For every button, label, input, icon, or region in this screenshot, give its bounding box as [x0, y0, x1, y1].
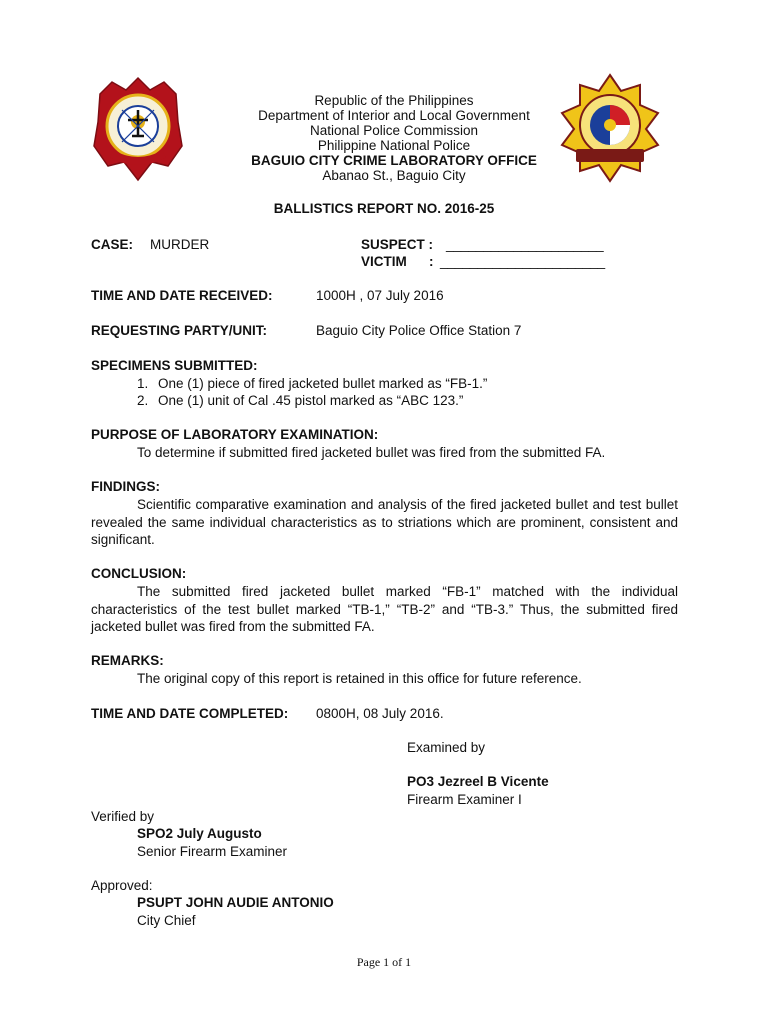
specimen-item-number: 1. — [137, 376, 149, 391]
header-line-republic: Republic of the Philippines — [314, 93, 474, 108]
specimen-item-text: One (1) unit of Cal .45 pistol marked as “ABC 123.” — [158, 393, 464, 408]
letterhead — [200, 93, 588, 183]
header-line-department: Department of Interior and Local Government — [258, 108, 530, 123]
header-line-commission: National Police Commission — [309, 123, 479, 138]
header-office-name: BAGUIO CITY CRIME LABORATORY OFFICE — [251, 153, 537, 168]
header-line-pnp: Philippine National Police — [317, 138, 471, 153]
requesting-value: Baguio City Police Office Station 7 — [316, 323, 522, 338]
case-label: CASE: — [91, 237, 134, 252]
page-number-text: Page 1 of 1 — [356, 955, 412, 969]
purpose-heading: PURPOSE OF LABORATORY EXAMINATION: — [91, 427, 379, 442]
examiner-title: Firearm Examiner I — [407, 792, 522, 807]
remarks-text: The original copy of this report is retained in this office for future reference. — [137, 671, 582, 686]
case-value: MURDER — [150, 237, 210, 252]
received-value: 1000H , 07 July 2016 — [316, 288, 444, 303]
requesting-label: REQUESTING PARTY/UNIT: — [91, 323, 268, 338]
verifier-name: SPO2 July Augusto — [137, 826, 262, 841]
specimen-item-text: One (1) piece of fired jacketed bullet marked as “FB-1.” — [158, 376, 488, 391]
suspect-label: SUSPECT : — [361, 237, 434, 252]
completed-value: 0800H, 08 July 2016. — [316, 706, 444, 721]
approved-label: Approved: — [91, 878, 153, 893]
victim-label: VICTIM — [361, 254, 407, 269]
page-number — [0, 955, 768, 970]
specimens-heading: SPECIMENS SUBMITTED: — [91, 358, 258, 373]
victim-value: ______________________ — [440, 254, 606, 269]
received-label: TIME AND DATE RECEIVED: — [91, 288, 273, 303]
approver-name: PSUPT JOHN AUDIE ANTONIO — [137, 895, 334, 910]
remarks-heading: REMARKS: — [91, 653, 164, 668]
findings-heading: FINDINGS: — [91, 479, 160, 494]
approver-title: City Chief — [137, 913, 196, 928]
completed-label: TIME AND DATE COMPLETED: — [91, 706, 289, 721]
purpose-text: To determine if submitted fired jacketed bullet was fired from the submitted FA. — [137, 445, 606, 460]
conclusion-heading: CONCLUSION: — [91, 566, 187, 581]
suspect-value: _____________________ — [446, 237, 604, 252]
victim-colon: : — [429, 254, 434, 269]
header-address: Abanao St., Baguio City — [322, 168, 466, 183]
examiner-name: PO3 Jezreel B Vicente — [407, 774, 549, 789]
findings-text: Scientific comparative examination and analysis of the fired jacketed bullet and test bullet revealed the same individual characteristics as to striations which are prominent, consistent and significant. — [91, 497, 678, 547]
pnp-seal-logo — [92, 76, 184, 182]
specimen-item-number: 2. — [137, 393, 149, 408]
conclusion-text: The submitted fired jacketed bullet marked “FB-1” matched with the individual characteristics of the test bullet marked “TB-1,” “TB-2” and “TB-3.” Thus, the submitted fired jacketed bullet was fired from the submitted FA. — [91, 584, 678, 634]
verified-by-label: Verified by — [91, 809, 155, 824]
report-title: BALLISTICS REPORT NO. 2016-25 — [273, 201, 495, 216]
examined-by-label: Examined by — [407, 740, 486, 755]
verifier-title: Senior Firearm Examiner — [137, 844, 288, 859]
